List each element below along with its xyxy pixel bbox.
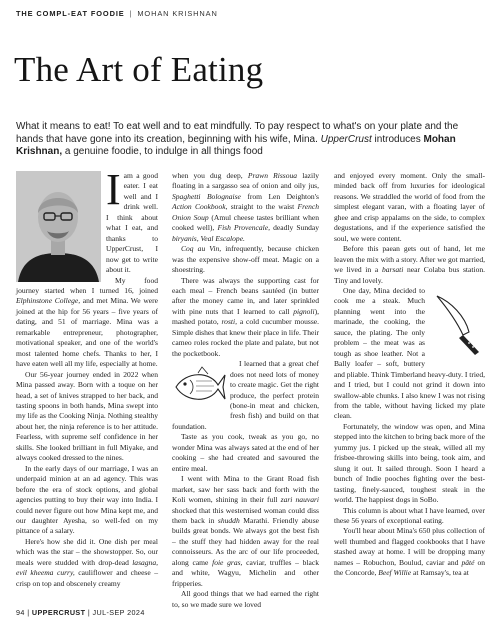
standfirst bbox=[16, 121, 486, 159]
standfirst-end: a genuine foodie, to indulge in all things food bbox=[62, 146, 263, 158]
issue-date: JUL-SEP 2024 bbox=[92, 608, 145, 617]
standfirst-introduces: introduces bbox=[371, 133, 424, 145]
header-separator: | bbox=[129, 9, 133, 18]
page-number: 94 bbox=[16, 608, 25, 617]
article-title: The Art of Eating bbox=[14, 50, 264, 89]
paragraph: am a good eater. I eat well and I drink well. I think about what I eat, and thanks to UpperCrust, I now get to write about it. bbox=[106, 171, 158, 275]
column-1 bbox=[16, 165, 158, 588]
paragraph: My food journey started when I turned 16, joined Elphinstone College, and met Mina. We were joined at the hip for 56 years – five years of dating, and 51 of marriage. Mina was a remarkable entrepreneur, photographer, motivational speaker, and one of the world's most talented home chefs. Thanks to her, I have eaten well all my life, especially at home. bbox=[16, 275, 158, 369]
paragraph: All good things that we had earned the right to, so we made sure we loved bbox=[172, 589, 319, 609]
portrait-photo bbox=[16, 171, 101, 282]
paragraph: I went with Mina to the Grant Road fish market, saw her sass back and forth with the Koli women, shining in their full zari nauvari shocked that this westernised woman could diss them back in shuddh Marathi. Friendly abuse builds great bonds. We always got the best fish – the stuff they had hidden away for the real connoisseurs. As the arc of our life proceeded, along came foie gras, caviar, truffles – black and white, Wagyu, Michelin and other fripperies. bbox=[172, 474, 319, 588]
fish-illustration bbox=[172, 361, 226, 411]
paragraph: and enjoyed every moment. Only the small-minded back off from luxuries for ideological reasons. We straddled the world of food from the simplest elegant varan, with a floating layer of ghee and crisp appalams on the side, to complex degustations, and if the experience satisfied the soul, we were content. bbox=[334, 171, 485, 243]
paragraph: Here's how she did it. One dish per meal which was the star – the showstopper. So, our meals were studded with drop-dead lasagna, evil kheema curry, cauliflower and cheese – crisp on top and obscenely creamy bbox=[16, 536, 158, 588]
section-name: THE COMPL-EAT FOODIE bbox=[16, 9, 125, 18]
paragraph: I learned that a great chef does not need lots of money to create magic. Get the right produce, the perfect protein (bone-in meat and chicken, fresh fish) and build on that foundation. bbox=[172, 359, 319, 431]
paragraph: Taste as you cook, tweak as you go, no wonder Mina was always sated at the end of her cooking – she had created and savoured the entire meal. bbox=[172, 432, 319, 473]
standfirst-name: Mohan Krishnan, bbox=[16, 133, 456, 158]
paragraph: Before this paean gets out of hand, let me leaven the mix with a story. After we got married, we lived in a barsati near Colaba bus station. Tiny and lovely. bbox=[334, 244, 485, 285]
page-footer bbox=[16, 608, 145, 617]
standfirst-brand: UpperCrust bbox=[320, 133, 372, 145]
paragraph: You'll hear about Mina's 650 plus collection of well thumbed and flagged cookbooks that I have stashed away at home. I will be dropping many names – Robuchon, Boulud, caviar and pâté on the Concorde, Beef Willie at Ramsay's, tea at bbox=[334, 526, 485, 578]
paragraph: Coq au Vin, infrequently, because chicken was the expensive show-off meat. Magic on a shoestring. bbox=[172, 244, 319, 275]
paragraph: Fortunately, the window was open, and Mina stepped into the kitchen to bring back more of the yummy jus. I picked up the steak, willed all my frisbee-throwing skills into being, took aim, and slung it out. It sailed through. Soon I heard a bunch of Indie pooches fighting over the best-tasting, finely-sauced, toughest steak in the world. The happiest dogs in SoBo. bbox=[334, 421, 485, 505]
drop-cap: I bbox=[106, 165, 121, 214]
section-header bbox=[16, 9, 218, 18]
footer-separator-2: | bbox=[87, 608, 91, 617]
column-2 bbox=[172, 171, 320, 609]
footer-separator: | bbox=[27, 608, 30, 617]
paragraph: In the early days of our marriage, I was an underpaid minion at an ad agency. This was before the era of stock options, and global agencies putting to buy their way into India. I could never figure out how Mina kept me, and our daughter Ayesha, so well-fed on my pittance of a salary. bbox=[16, 463, 158, 536]
header-author: MOHAN KRISHNAN bbox=[137, 9, 218, 18]
paragraph: This column is about what I have learned, over these 56 years of exceptional eating. bbox=[334, 505, 485, 525]
column-3 bbox=[334, 171, 485, 578]
standfirst-text: What it means to eat! To eat well and to eat mindfully. To pay respect to what's on your plate and the hands that have gone into its creation, beginning with his wife, Mina. bbox=[16, 121, 459, 145]
paragraph: There was always the supporting cast for each meal – French beans sautéed (in butter after the money came in, and later sprinkled with pine nuts that I learned to call pignoli), mashed potato, rosti, a cold cucumber mousse. Simple dishes that knew their place in life. Their cameo roles rocked the plate and palate, but not the pocketbook. bbox=[172, 275, 320, 358]
paragraph: One day, Mina decided to cook me a steak. Much planning went into the marinade, the cooking, the sauce, the plating. The only problem – the meat was as tough as shoe leather. Not a Bally loafer – soft, buttery and pliable. Think Timberland heavy-duty. I tried, and I tried, but I could not grind it down into swallow-able chunks. I also knew I was not rising from the table, without having licked my plate clean. bbox=[334, 285, 485, 421]
knife-illustration bbox=[429, 288, 485, 358]
paragraph: when you dug deep, Prawn Rissoua lazily floating in a sargasso sea of onion and oily jus, Spaghetti Bolognaise from Len Deighton's Action Cookbook, straight to the waist French Onion Soup (Amul cheese tastes brilliant when cooked well), Fish Provencale, deadly Sunday biryanis, Veal Escalope. bbox=[172, 171, 320, 243]
magazine-name: UPPERCRUST bbox=[31, 608, 86, 617]
paragraph: Our 56-year journey ended in 2022 when Mina passed away. Born with a toque on her head, a set of knives strapped to her back, and tasting spoons in both hands, Mina swept into my life as the Cooking Ninja. Nothing stealthy about her, the ninja reference is to her attitude. Fearless, with supreme self confidence in her skills. She looked brilliant in full Miyake, and always cooked dressed to the nines. bbox=[16, 369, 158, 463]
